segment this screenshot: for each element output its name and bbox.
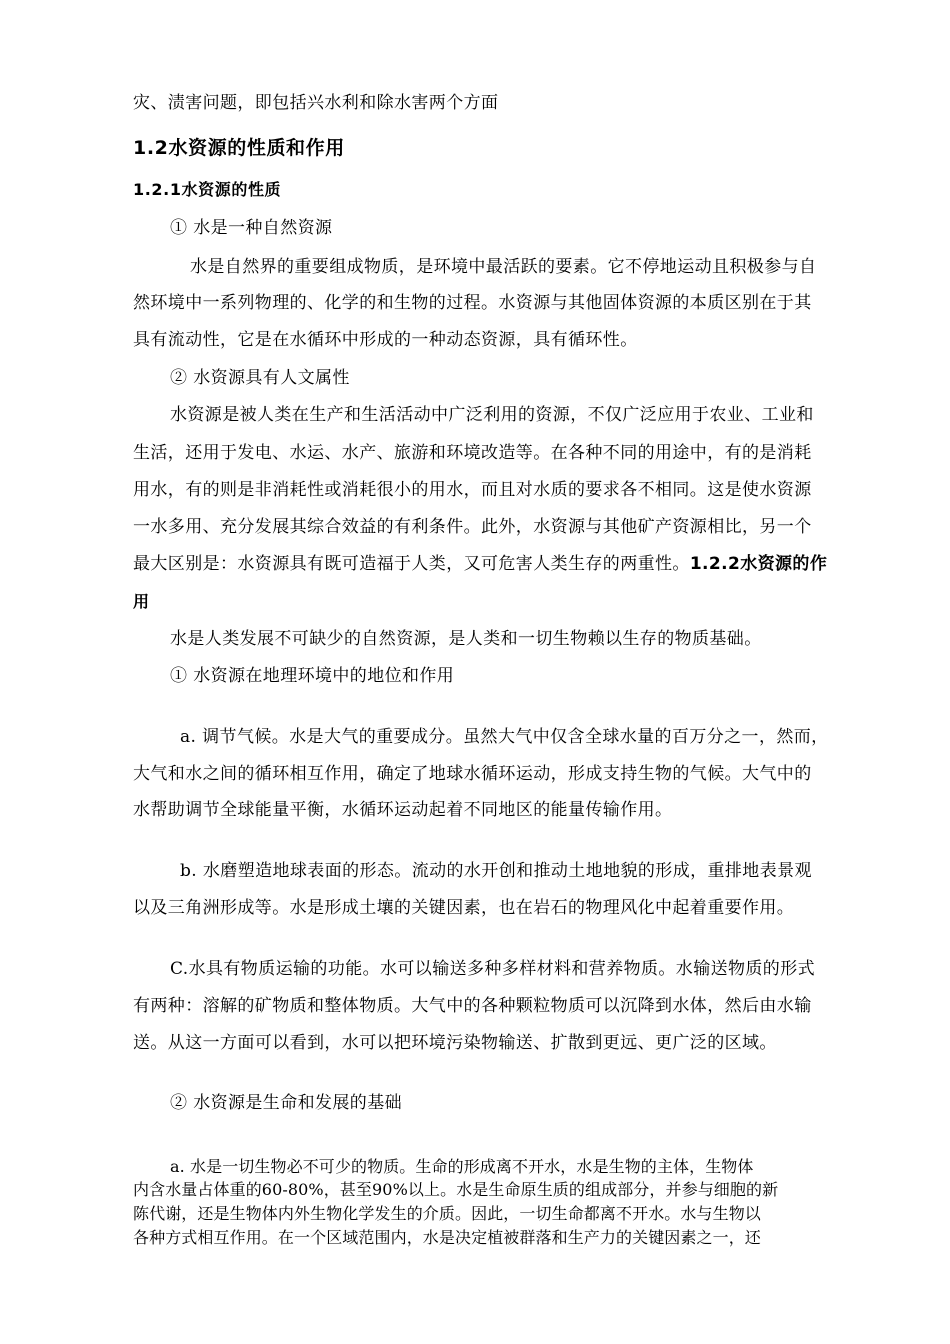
paragraph-line: 送。从这一方面可以看到，水可以把环境污染物输送、扩散到更远、更广泛的区域。 [133,1033,777,1053]
list-heading: ② 水资源具有人文属性 [170,368,350,388]
paragraph-line: 以及三角洲形成等。水是形成土壤的关键因素，也在岩石的物理风化中起着重要作用。 [133,898,795,918]
paragraph-line: 水是自然界的重要组成物质，是环境中最活跃的要素。它不停地运动且积极参与自 [190,257,817,277]
list-heading: ① 水资源在地理环境中的地位和作用 [170,666,455,686]
paragraph-line: a. 水是一切生物必不可少的物质。生命的形成离不开水，水是生物的主体，生物体 [170,1157,754,1176]
paragraph-line: 陈代谢，还是生物体内外生物化学发生的介质。因此，一切生命都离不开水。水与生物以 [133,1204,761,1223]
paragraph-line: a. 调节气候。水是大气的重要成分。虽然大气中仅含全球水量的百万分之一，然而， [180,727,829,747]
paragraph-line: 水是人类发展不可缺少的自然资源，是人类和一切生物赖以生存的物质基础。 [170,629,762,649]
paragraph-line: b. 水磨塑造地球表面的形态。流动的水开创和推动土地地貌的形成，重排地表景观 [180,861,812,881]
paragraph-line [133,554,827,574]
section-heading: 1.2水资源的性质和作用 [133,137,345,159]
paragraph-line: 水资源是被人类在生产和生活活动中广泛利用的资源，不仅广泛应用于农业、工业和 [170,405,814,425]
paragraph-line: 然环境中一系列物理的、化学的和生物的过程。水资源与其他固体资源的本质区别在于其 [133,293,812,313]
paragraph-line: 具有流动性，它是在水循环中形成的一种动态资源，具有循环性。 [133,330,638,350]
list-heading: ① 水是一种自然资源 [170,218,333,238]
paragraph-line: C.水具有物质运输的功能。水可以输送多种多样材料和营养物质。水输送物质的形式 [170,959,816,979]
paragraph-line: 生活，还用于发电、水运、水产、旅游和环境改造等。在各种不同的用途中，有的是消耗 [133,443,812,463]
paragraph-text: 最大区别是：水资源具有既可造福于人类，又可危害人类生存的两重性。 [133,554,690,574]
paragraph-line: 内含水量占体重的60-80%，甚至90%以上。水是生命原生质的组成部分，并参与细胞的新 [133,1180,779,1199]
subsection-heading: 1.2.1水资源的性质 [133,180,282,199]
paragraph-line: 用水，有的则是非消耗性或消耗很小的用水，而且对水质的要求各不相同。这是使水资源 [133,480,812,500]
paragraph-line: 灾、渍害问题，即包括兴水利和除水害两个方面 [133,93,499,113]
paragraph-line: 各种方式相互作用。在一个区域范围内，水是决定植被群落和生产力的关键因素之一，还 [133,1228,761,1247]
paragraph-line: 有两种：溶解的矿物质和整体物质。大气中的各种颗粒物质可以沉降到水体，然后由水输 [133,996,812,1016]
paragraph-line: 一水多用、充分发展其综合效益的有利条件。此外，水资源与其他矿产资源相比，另一个 [133,517,812,537]
paragraph-line: 水帮助调节全球能量平衡，水循环运动起着不同地区的能量传输作用。 [133,800,673,820]
list-heading: ② 水资源是生命和发展的基础 [170,1093,403,1113]
subsection-heading-continuation: 用 [133,592,150,611]
subsection-heading-inline: 1.2.2水资源的作 [689,554,828,574]
paragraph-line: 大气和水之间的循环相互作用，确定了地球水循环运动，形成支持生物的气候。大气中的 [133,764,812,784]
